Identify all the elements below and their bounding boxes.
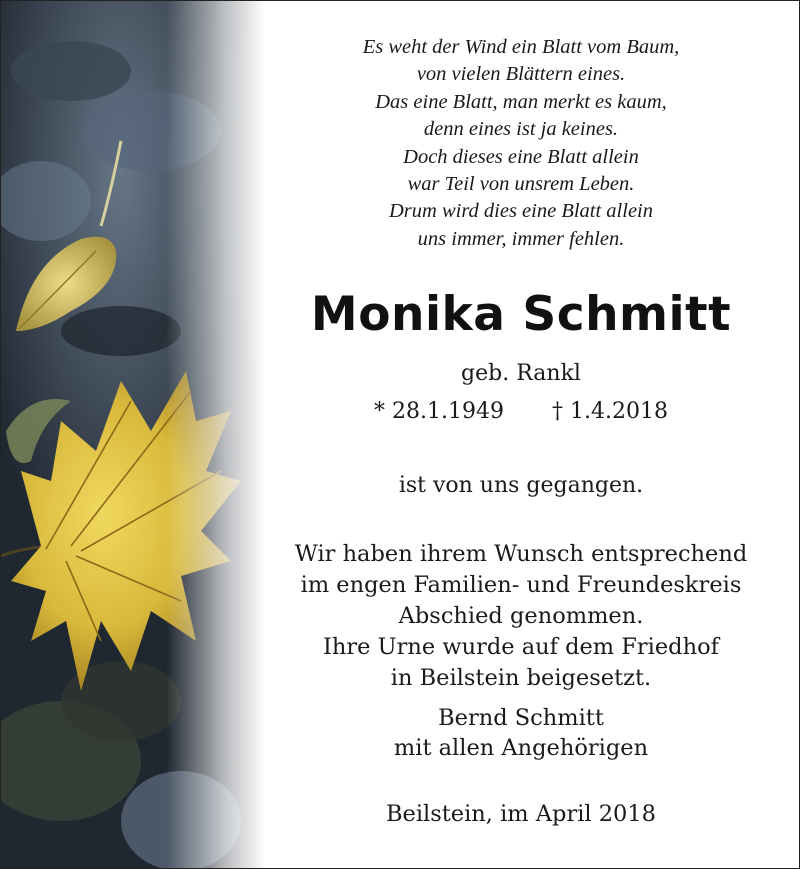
- deceased-name: Monika Schmitt: [310, 287, 732, 342]
- death-date: † 1.4.2018: [552, 399, 668, 424]
- poem-line: Das eine Blatt, man merkt es kaum,: [375, 90, 667, 113]
- poem-line: war Teil von unsrem Leben.: [407, 173, 635, 196]
- message-line: Wir haben ihrem Wunsch entsprechend: [294, 541, 748, 567]
- poem-line: uns immer, immer fehlen.: [417, 227, 625, 250]
- poem-line: Drum wird dies eine Blatt allein: [388, 200, 653, 223]
- poem: [251, 34, 791, 253]
- poem-line: denn eines ist ja keines.: [423, 118, 619, 141]
- message-line: in Beilstein beigesetzt.: [390, 665, 652, 691]
- announcement: ist von uns gegangen.: [398, 473, 644, 498]
- place-and-date: Beilstein, im April 2018: [385, 801, 657, 827]
- life-dates: [251, 399, 791, 424]
- birth-name: geb. Rankl: [461, 361, 581, 386]
- notice-text: [251, 1, 791, 868]
- poem-line: Doch dieses eine Blatt allein: [403, 145, 639, 168]
- birth-date: * 28.1.1949: [374, 399, 504, 424]
- signature-line: Bernd Schmitt: [438, 705, 604, 731]
- funeral-message: [251, 539, 791, 694]
- message-line: im engen Familien- und Freundeskreis: [300, 572, 742, 598]
- poem-line: von vielen Blättern eines.: [416, 63, 626, 86]
- signature-line: mit allen Angehörigen: [393, 735, 649, 761]
- signature: [251, 703, 791, 763]
- message-line: Abschied genommen.: [398, 603, 644, 629]
- poem-line: Es weht der Wind ein Blatt vom Baum,: [362, 36, 680, 58]
- message-line: Ihre Urne wurde auf dem Friedhof: [323, 634, 719, 660]
